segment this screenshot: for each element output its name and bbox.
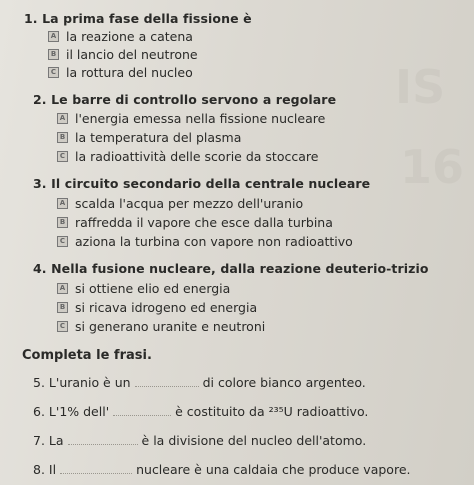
answer-blank[interactable] [60, 461, 132, 474]
checkbox-c[interactable]: C [57, 236, 68, 247]
answer-blank[interactable] [135, 374, 199, 387]
question-3: 3. Il circuito secondario della centrale nucleare [33, 176, 371, 191]
question-1: 1. La prima fase della fissione è [24, 11, 252, 26]
q3-option-a[interactable]: A scalda l'acqua per mezzo dell'uranio [57, 196, 303, 211]
section-title: Completa le frasi. [22, 348, 152, 363]
fill-item-6: 6. L'1% dell' è costituito da ²³⁵U radioattivo. [33, 404, 369, 419]
q2-option-c[interactable]: C la radioattività delle scorie da stoccare [57, 149, 318, 164]
q4-option-c[interactable]: C si generano uranite e neutroni [57, 319, 265, 334]
q1-option-c[interactable]: C la rottura del nucleo [48, 65, 193, 80]
q3-option-c[interactable]: C aziona la turbina con vapore non radioattivo [57, 234, 353, 249]
answer-blank[interactable] [113, 403, 171, 416]
checkbox-b[interactable]: B [57, 302, 68, 313]
fill-item-7: 7. La è la divisione del nucleo dell'atomo. [33, 433, 367, 448]
question-4: 4. Nella fusione nucleare, dalla reazione deuterio-trizio [33, 261, 429, 276]
q1-option-a[interactable]: A la reazione a catena [48, 29, 193, 44]
checkbox-a[interactable]: A [57, 283, 68, 294]
q3-option-b[interactable]: B raffredda il vapore che esce dalla turbina [57, 215, 333, 230]
q1-option-b[interactable]: B il lancio del neutrone [48, 47, 198, 62]
q2-option-a[interactable]: A l'energia emessa nella fissione nucleare [57, 111, 325, 126]
checkbox-b[interactable]: B [57, 217, 68, 228]
fill-item-8: 8. Il nucleare è una caldaia che produce vapore. [33, 462, 411, 477]
show-through-mark: 16 [400, 140, 465, 194]
fill-item-5: 5. L'uranio è un di colore bianco argenteo. [33, 375, 366, 390]
checkbox-a[interactable]: A [57, 198, 68, 209]
checkbox-b[interactable]: B [48, 49, 59, 60]
q4-option-b[interactable]: B si ricava idrogeno ed energia [57, 300, 257, 315]
checkbox-c[interactable]: C [57, 151, 68, 162]
checkbox-b[interactable]: B [57, 132, 68, 143]
q2-option-b[interactable]: B la temperatura del plasma [57, 130, 241, 145]
checkbox-c[interactable]: C [48, 67, 59, 78]
checkbox-c[interactable]: C [57, 321, 68, 332]
checkbox-a[interactable]: A [48, 31, 59, 42]
answer-blank[interactable] [68, 432, 138, 445]
show-through-mark: IS [395, 60, 446, 114]
q4-option-a[interactable]: A si ottiene elio ed energia [57, 281, 230, 296]
question-2: 2. Le barre di controllo servono a regolare [33, 92, 337, 107]
checkbox-a[interactable]: A [57, 113, 68, 124]
